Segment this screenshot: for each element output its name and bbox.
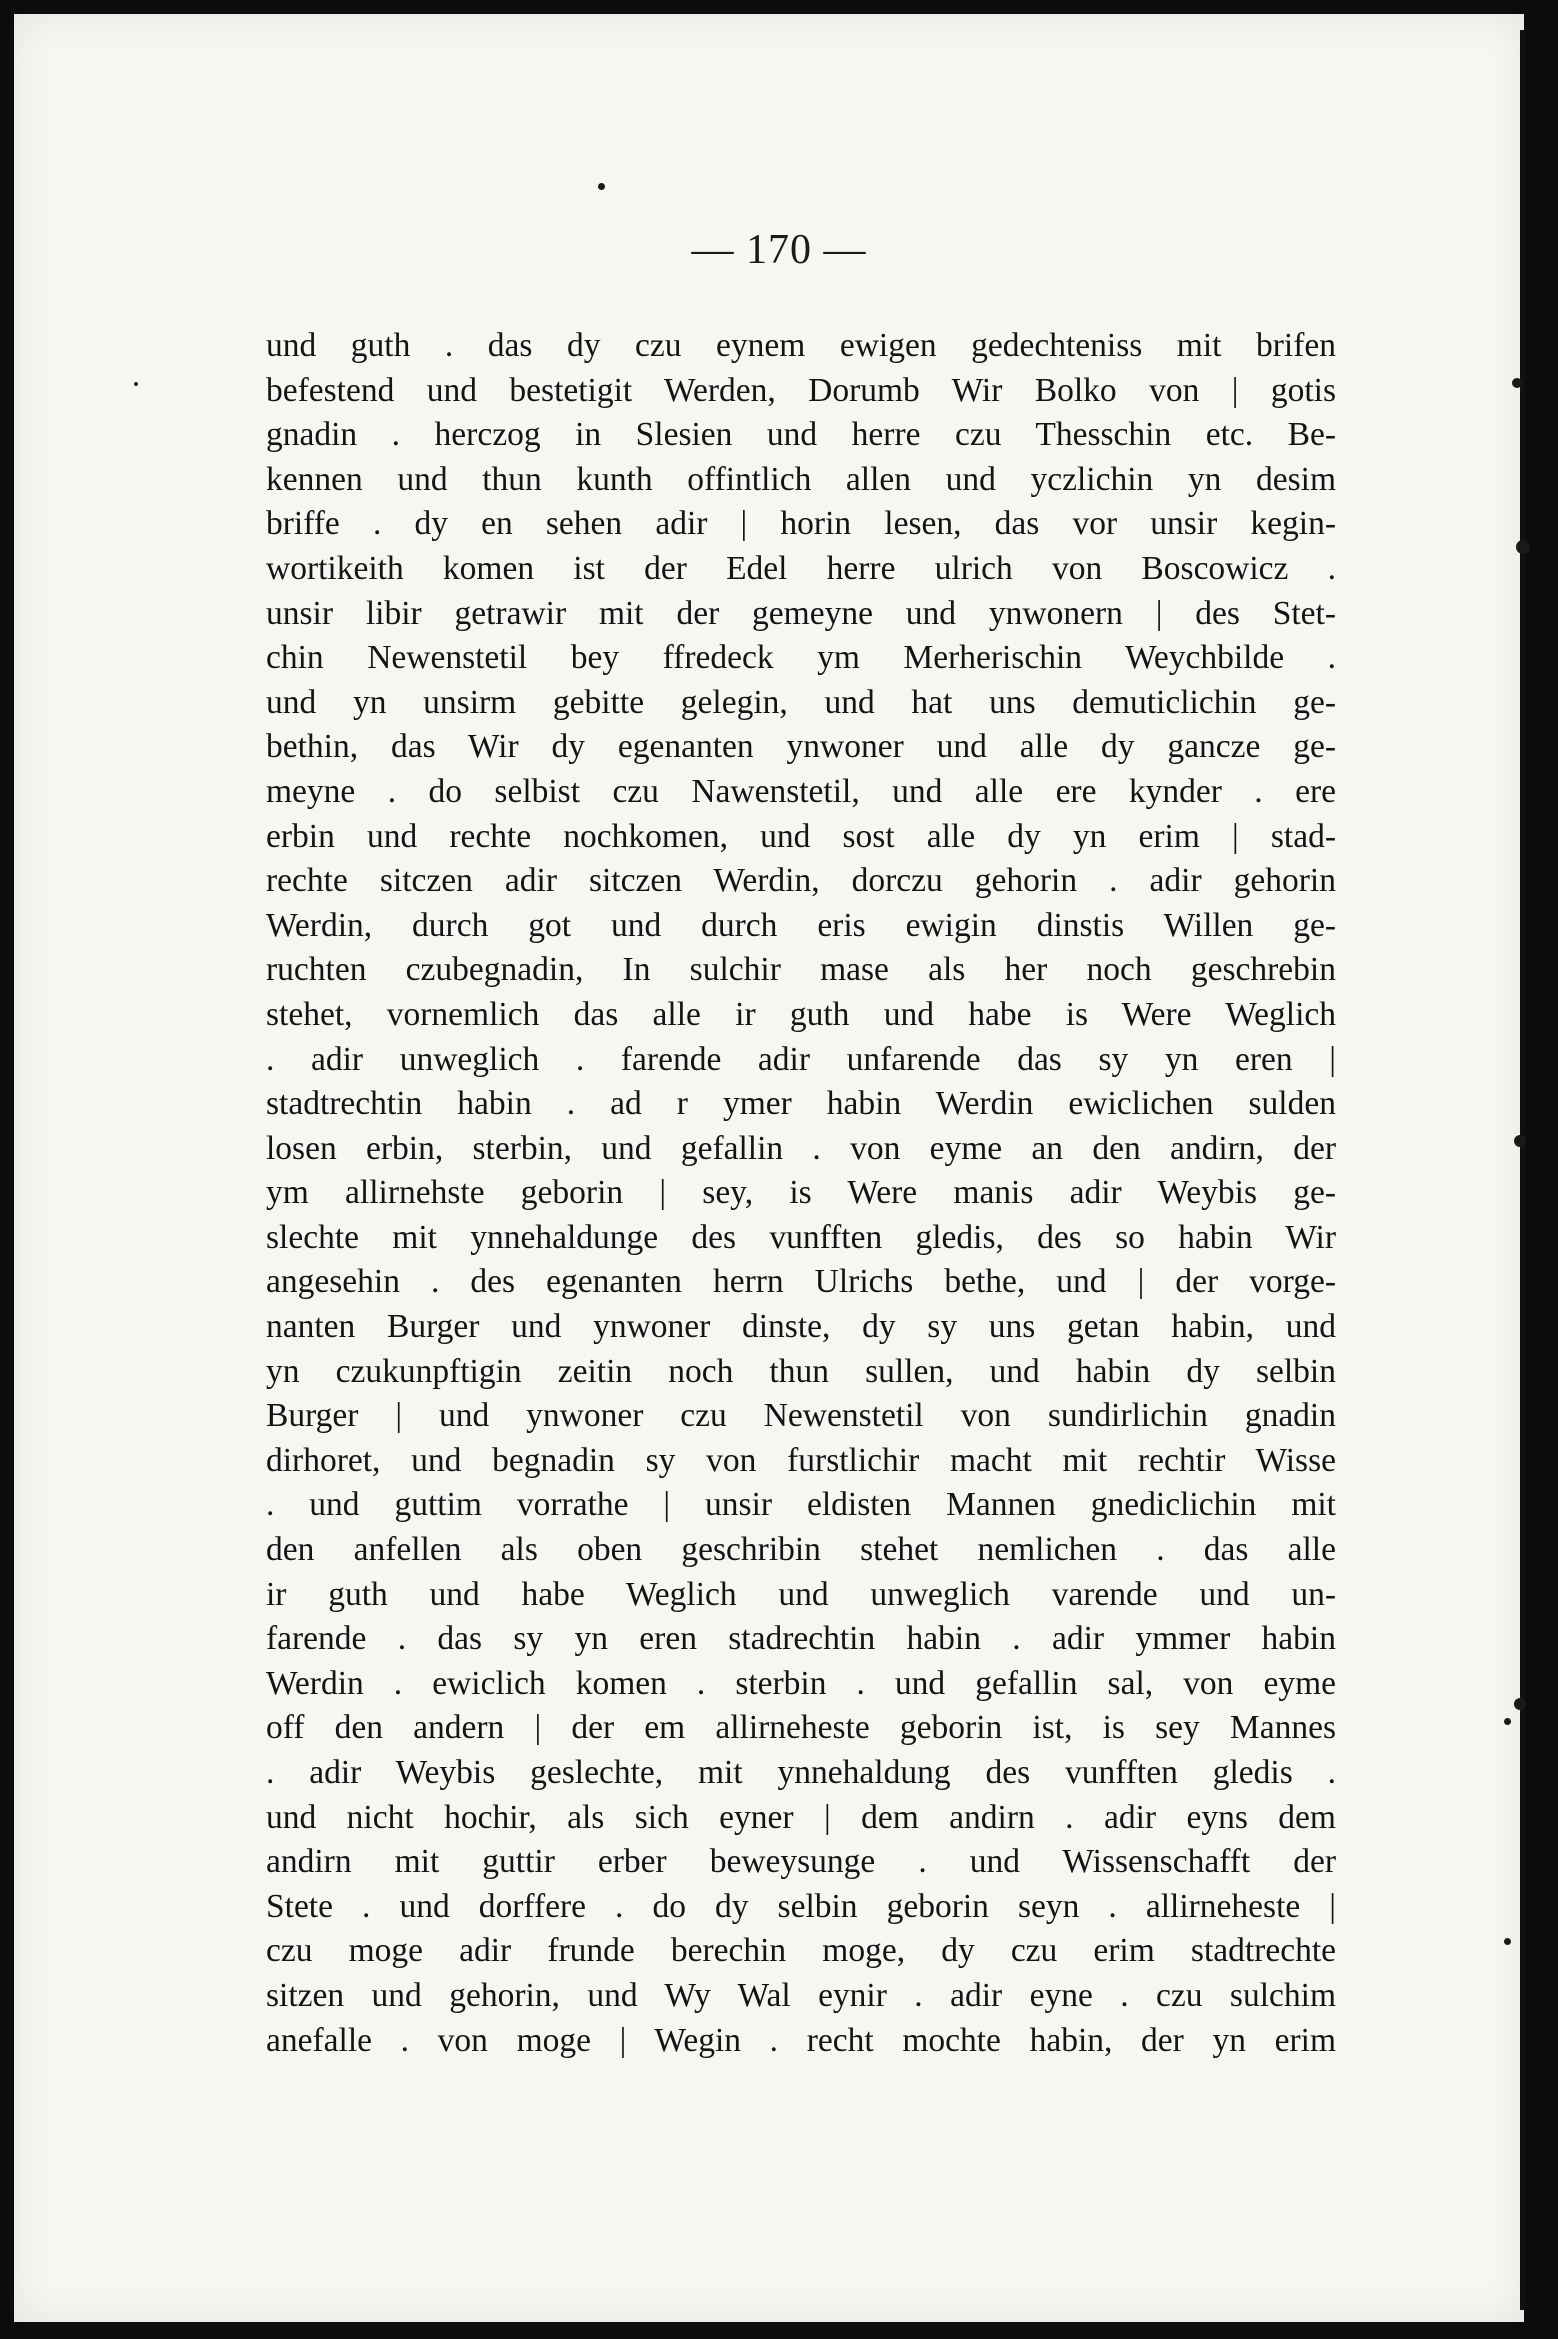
text-line: off den andern | der em allirneheste geborin ist, is sey Mannes xyxy=(266,1709,1336,1747)
text-line: wortikeith komen ist der Edel herre ulrich von Boscowicz . xyxy=(266,549,1336,587)
scan-speck xyxy=(134,382,138,386)
text-line: sitzen und gehorin, und Wy Wal eynir . adir eyne . czu sulchim xyxy=(266,1976,1336,2014)
text-line: . adir Weybis geslechte, mit ynnehaldung des vunfften gledis . xyxy=(266,1754,1336,1791)
text-line: unsir libir getrawir mit der gemeyne und ynwonern | des Stet- xyxy=(266,594,1336,632)
text-line: Stete . und dorffere . do dy selbin geborin seyn . allirneheste | xyxy=(266,1887,1336,1925)
text-line: gnadin . herczog in Slesien und herre czu Thesschin etc. Be- xyxy=(266,416,1336,454)
text-line: meyne . do selbist czu Nawenstetil, und alle ere kynder . ere xyxy=(266,772,1336,810)
text-line: befestend und bestetigit Werden, Dorumb Wir Bolko von | gotis xyxy=(266,371,1336,409)
text-line: den anfellen als oben geschribin stehet nemlichen . das alle xyxy=(266,1531,1336,1569)
scan-speck xyxy=(598,183,605,190)
scan-speck xyxy=(1514,1135,1526,1147)
text-line: slechte mit ynnehaldunge des vunfften gledis, des so habin Wir xyxy=(266,1218,1336,1256)
text-line: ir guth und habe Weglich und unweglich varende und un- xyxy=(266,1575,1336,1613)
text-line: andirn mit guttir erber beweysunge . und Wissenschafft der xyxy=(266,1843,1336,1881)
text-line: stadtrechtin habin . ad r ymer habin Werdin ewiclichen sulden xyxy=(266,1085,1336,1123)
text-line: farende . das sy yn eren stadrechtin habin . adir ymmer habin xyxy=(266,1620,1336,1658)
text-line: . und guttim vorrathe | unsir eldisten Mannen gnediclichin mit xyxy=(266,1486,1336,1524)
text-line: anefalle . von moge | Wegin . recht mochte habin, der yn erim xyxy=(266,2021,1336,2059)
text-line: und nicht hochir, als sich eyner | dem andirn . adir eyns dem xyxy=(266,1798,1336,1836)
text-line: yn czukunpftigin zeitin noch thun sullen, und habin dy selbin xyxy=(266,1352,1336,1390)
text-line: Werdin . ewiclich komen . sterbin . und gefallin sal, von eyme xyxy=(266,1664,1336,1702)
text-line: und yn unsirm gebitte gelegin, und hat uns demuticlichin ge- xyxy=(266,683,1336,721)
scan-speck xyxy=(1514,1698,1526,1710)
scan-right-border xyxy=(1532,0,1558,2339)
body-text xyxy=(266,324,1336,2063)
text-line: chin Newenstetil bey ffredeck ym Merherischin Weychbilde . xyxy=(266,639,1336,677)
text-line: erbin und rechte nochkomen, und sost alle dy yn erim | stad- xyxy=(266,817,1336,855)
text-line: ym allirnehste geborin | sey, is Were manis adir Weybis ge- xyxy=(266,1174,1336,1212)
text-line: Werdin, durch got und durch eris ewigin dinstis Willen ge- xyxy=(266,906,1336,944)
text-line: briffe . dy en sehen adir | horin lesen, das vor unsir kegin- xyxy=(266,505,1336,543)
text-line: nanten Burger und ynwoner dinste, dy sy uns getan habin, und xyxy=(266,1308,1336,1346)
scan-speck xyxy=(1516,540,1530,554)
text-line: und guth . das dy czu eynem ewigen gedechteniss mit brifen xyxy=(266,327,1336,364)
page-edge-shadow xyxy=(1520,30,1525,2310)
scan-speck xyxy=(1504,1718,1511,1725)
text-line: losen erbin, sterbin, und gefallin . von eyme an den andirn, der xyxy=(266,1129,1336,1167)
scan-speck xyxy=(1512,378,1522,388)
text-line: ruchten czubegnadin, In sulchir mase als her noch geschrebin xyxy=(266,951,1336,989)
text-line: . adir unweglich . farende adir unfarende das sy yn eren | xyxy=(266,1040,1336,1078)
text-line: czu moge adir frunde berechin moge, dy czu erim stadtrechte xyxy=(266,1932,1336,1970)
text-line: dirhoret, und begnadin sy von furstlichir macht mit rechtir Wisse xyxy=(266,1441,1336,1479)
text-line: rechte sitczen adir sitczen Werdin, dorczu gehorin . adir gehorin xyxy=(266,862,1336,900)
text-line: stehet, vornemlich das alle ir guth und habe is Were Weglich xyxy=(266,995,1336,1033)
scan-speck xyxy=(1504,1938,1511,1945)
text-line: kennen und thun kunth offintlich allen und yczlichin yn desim xyxy=(266,460,1336,498)
text-line: bethin, das Wir dy egenanten ynwoner und alle dy gancze ge- xyxy=(266,728,1336,766)
text-line: Burger | und ynwoner czu Newenstetil von sundirlichin gnadin xyxy=(266,1397,1336,1435)
page-number: — 170 — xyxy=(691,227,867,273)
text-line: angesehin . des egenanten herrn Ulrichs bethe, und | der vorge- xyxy=(266,1263,1336,1301)
